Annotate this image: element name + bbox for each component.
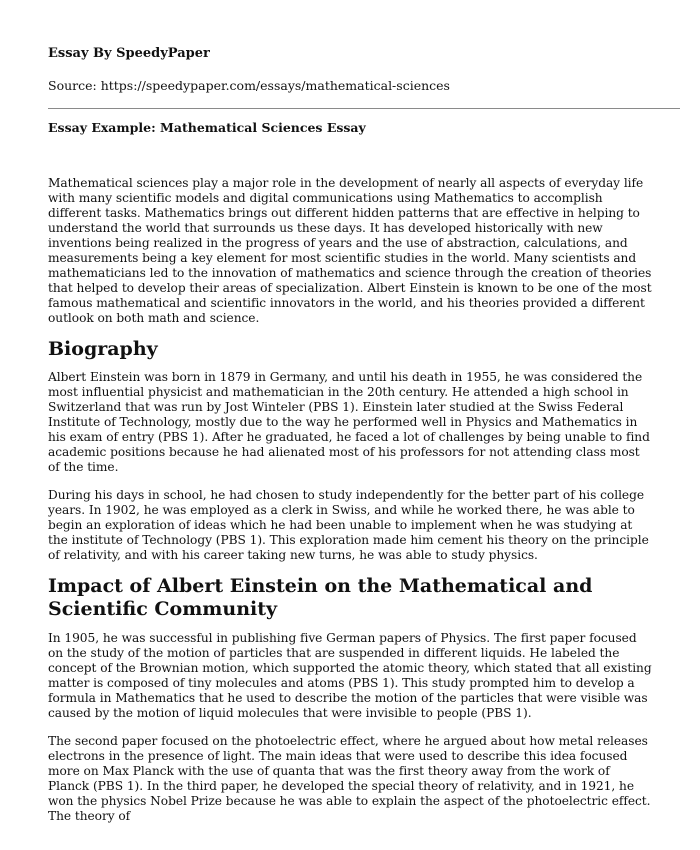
section-biography	[48, 338, 652, 563]
essay-title: Essay Example: Mathematical Sciences Essay	[48, 120, 366, 135]
header-divider	[48, 108, 680, 109]
impact-paragraph-2: The second paper focused on the photoelectric effect, where he argued about how metal releases electrons in the presence of light. The main ideas that were used to describe this idea focused more on Max Planck with the use of quanta that was the first theory away from the work of Planck (PBS 1). In the third paper, he developed the special theory of relativity, and in 1921, he won the physics Nobel Prize because he was able to explain the aspect of the photoelectric effect. The theory of	[48, 734, 651, 823]
source-line: Source: https://speedypaper.com/essays/mathematical-sciences	[48, 78, 450, 93]
brand-title: Essay By SpeedyPaper	[48, 46, 210, 61]
intro-paragraph: Mathematical sciences play a major role in the development of nearly all aspects of everyday life with many scientific models and digital communications using Mathematics to accomplish different tasks. Mathematics brings out different hidden patterns that are effective in helping to understand the world that surrounds us these days. It has developed historically with new inventions being realized in the progress of years and the use of abstraction, calculations, and measurements being a key element for most scientific studies in the world. Many scientists and mathematicians led to the innovation of mathematics and science through the creation of theories that helped to develop their areas of specialization. Albert Einstein is known to be one of the most famous mathematical and scientific innovators in the world, and his theories provided a different outlook on both math and science.	[48, 176, 652, 325]
biography-paragraph-1: Albert Einstein was born in 1879 in Germany, and until his death in 1955, he was considered the most influential physicist and mathematician in the 20th century. He attended a high school in Switzerland that was run by Jost Winteler (PBS 1). Einstein later studied at the Swiss Federal Institute of Technology, mostly due to the way he performed well in Physics and Mathematics in his exam of entry (PBS 1). After he graduated, he faced a lot of challenges by being unable to find academic positions because he had alienated most of his professors for not attending class most of the time.	[48, 370, 650, 474]
section-heading-biography: Biography	[48, 338, 158, 360]
section-heading-impact: Impact of Albert Einstein on the Mathematical and Scientific Community	[48, 575, 593, 620]
section-impact	[48, 575, 652, 824]
biography-paragraph-2: During his days in school, he had chosen to study independently for the better part of his college years. In 1902, he was employed as a clerk in Swiss, and while he worked there, he was able to begin an exploration of ideas which he had been unable to implement when he was studying at the institute of Technology (PBS 1). This exploration made him cement his theory on the principle of relativity, and with his career taking new turns, he was able to study physics.	[48, 488, 649, 562]
impact-paragraph-1: In 1905, he was successful in publishing five German papers of Physics. The first paper focused on the study of the motion of particles that are suspended in different liquids. He labeled the concept of the Brownian motion, which supported the atomic theory, which stated that all existing matter is composed of tiny molecules and atoms (PBS 1). This study prompted him to develop a formula in Mathematics that he used to describe the motion of the particles that were visible was caused by the motion of liquid molecules that were invisible to people (PBS 1).	[48, 631, 652, 720]
intro-section	[48, 176, 652, 326]
